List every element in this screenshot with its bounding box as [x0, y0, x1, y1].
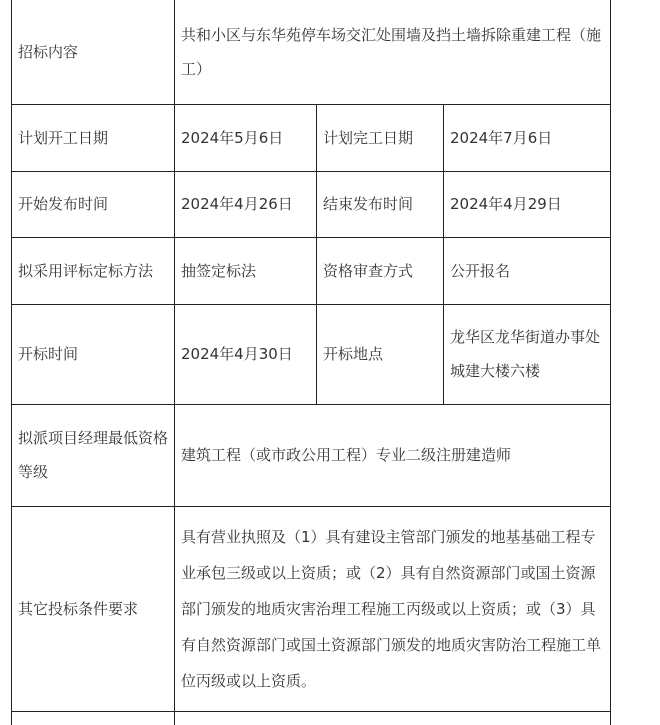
label-other-conditions: 其它投标条件要求	[12, 506, 175, 711]
value-manager-level: 建筑工程（或市政公用工程）专业二级注册建造师	[175, 404, 611, 506]
value-planned-end: 2024年7月6日	[444, 104, 611, 171]
value-qualification-review: 公开报名	[444, 237, 611, 304]
label-planned-start: 计划开工日期	[12, 104, 175, 171]
label-planned-end: 计划完工日期	[317, 104, 444, 171]
label-opening-place: 开标地点	[317, 304, 444, 404]
label-opening-time: 开标时间	[12, 304, 175, 404]
table-row-opening	[12, 304, 611, 404]
label-evaluation-method: 拟采用评标定标方法	[12, 237, 175, 304]
label-publish-end: 结束发布时间	[317, 171, 444, 237]
empty-cell	[175, 711, 611, 725]
value-other-conditions: 具有营业执照及（1）具有建设主管部门颁发的地基基础工程专业承包三级或以上资质；或（2）具有自然资源部门或国土资源部门颁发的地质灾害治理工程施工丙级或以上资质；或（3）具有自然资源部门或国土资源部门颁发的地质灾害防治工程施工单位丙级或以上资质。	[175, 506, 611, 711]
value-tender-content: 共和小区与东华苑停车场交汇处围墙及挡土墙拆除重建工程（施工）	[175, 0, 611, 104]
value-publish-start: 2024年4月26日	[175, 171, 317, 237]
value-opening-time: 2024年4月30日	[175, 304, 317, 404]
value-opening-place: 龙华区龙华街道办事处城建大楼六楼	[444, 304, 611, 404]
table-row-method	[12, 237, 611, 304]
table-row-continued	[12, 711, 611, 725]
table-row-other-conditions	[12, 506, 611, 711]
label-tender-content: 招标内容	[12, 0, 175, 104]
label-manager-level: 拟派项目经理最低资格等级	[12, 404, 175, 506]
tender-info-table	[11, 0, 611, 725]
label-publish-start: 开始发布时间	[12, 171, 175, 237]
value-publish-end: 2024年4月29日	[444, 171, 611, 237]
table-row-content	[12, 0, 611, 104]
table-row-manager-level	[12, 404, 611, 506]
label-qualification-review: 资格审查方式	[317, 237, 444, 304]
value-planned-start: 2024年5月6日	[175, 104, 317, 171]
empty-cell	[12, 711, 175, 725]
table-row-planned-dates	[12, 104, 611, 171]
value-evaluation-method: 抽签定标法	[175, 237, 317, 304]
table-row-publish-dates	[12, 171, 611, 237]
